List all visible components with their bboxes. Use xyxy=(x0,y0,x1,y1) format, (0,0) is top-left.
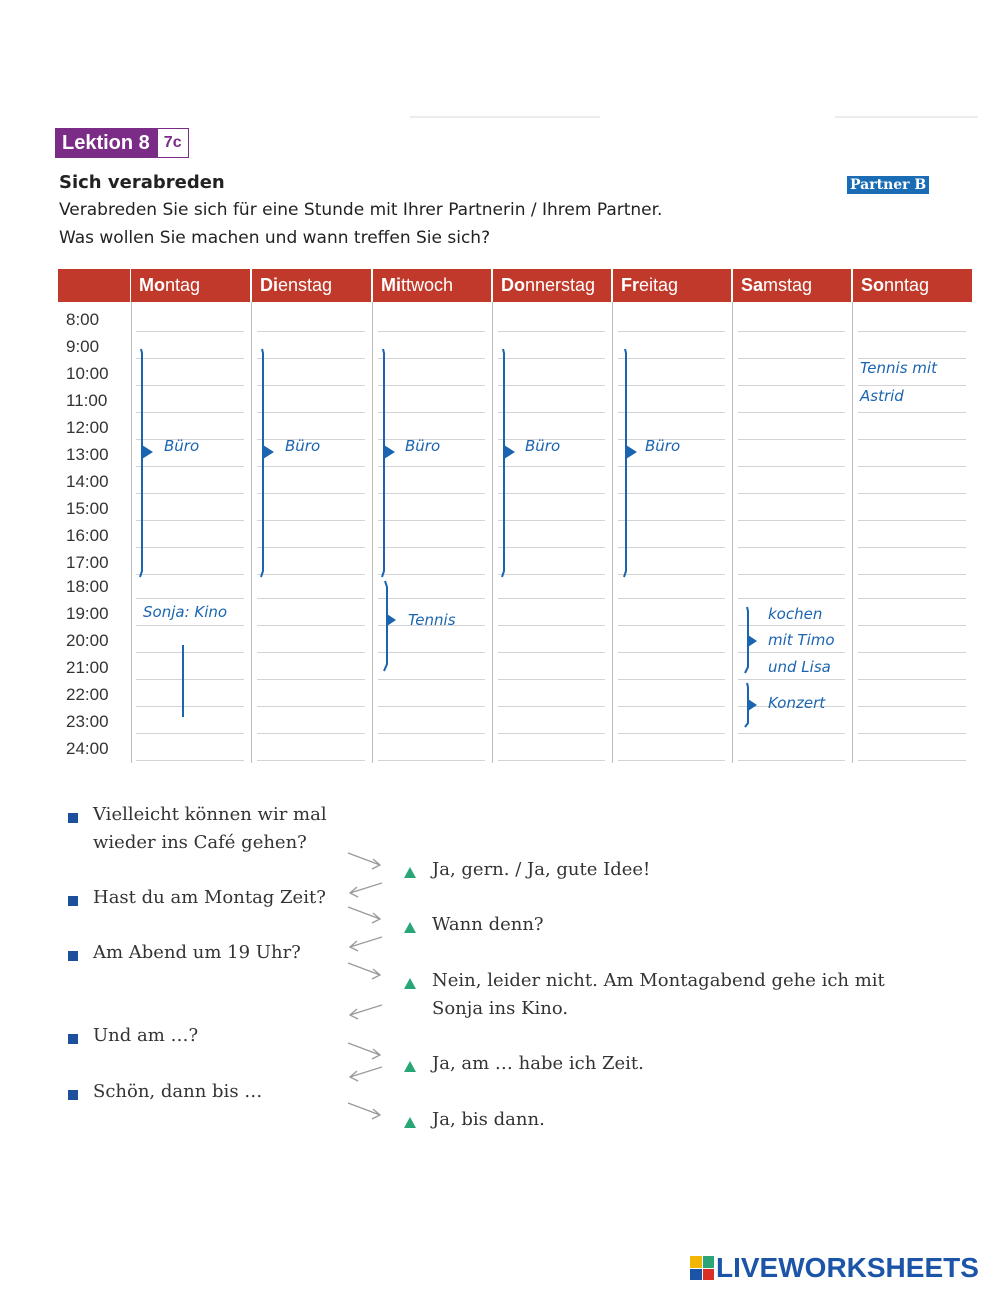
day-header-thursday: Donnerstag xyxy=(493,269,611,302)
dialogue-b-line: Nein, leider nicht. Am Montagabend gehe ich mit xyxy=(432,970,885,991)
instruction-line-1: Verabreden Sie sich für eine Stunde mit Ihrer Partnerin / Ihrem Partner. xyxy=(59,200,663,220)
time-label: 19:00 xyxy=(66,604,109,623)
time-label: 21:00 xyxy=(66,658,109,677)
entry-tennis: Tennis xyxy=(408,611,456,629)
day-header-wednesday: Mittwoch xyxy=(373,269,491,302)
time-label: 23:00 xyxy=(66,712,109,731)
partner-badge: Partner B xyxy=(847,176,929,194)
entry-buero-thursday: Büro xyxy=(525,437,561,455)
dialogue-b-line: Ja, gern. / Ja, gute Idee! xyxy=(432,859,651,880)
speaker-b-triangle-icon xyxy=(404,922,416,933)
dialogue-a-line: Am Abend um 19 Uhr? xyxy=(93,942,301,963)
lesson-code: 7c xyxy=(156,129,188,157)
liveworksheets-logo xyxy=(690,1252,979,1284)
speaker-b-triangle-icon xyxy=(404,1117,416,1128)
dialogue-arrows xyxy=(340,845,400,1135)
dialogue-a-line: Und am …? xyxy=(93,1025,199,1046)
time-label: 12:00 xyxy=(66,418,109,437)
entry-kochen: kochen xyxy=(768,605,823,623)
time-label: 14:00 xyxy=(66,472,109,491)
dialogue-a-line: Vielleicht können wir mal xyxy=(93,804,327,825)
time-label: 11:00 xyxy=(66,391,108,410)
time-label: 24:00 xyxy=(66,739,109,758)
top-rule xyxy=(410,116,600,118)
speaker-b-triangle-icon xyxy=(404,1061,416,1072)
dialogue-b-line: Ja, bis dann. xyxy=(432,1109,545,1130)
time-label: 8:00 xyxy=(66,310,100,329)
day-header-monday: Montag xyxy=(131,269,250,302)
handwritten-brackets xyxy=(58,269,972,763)
speaker-a-square-icon xyxy=(68,1090,78,1100)
entry-astrid: Astrid xyxy=(860,387,904,405)
lesson-badge xyxy=(55,128,189,158)
dialogue-a-line: Schön, dann bis … xyxy=(93,1081,263,1102)
top-rule xyxy=(835,116,978,118)
speaker-a-square-icon xyxy=(68,896,78,906)
dialogue-b-line: Wann denn? xyxy=(432,914,544,935)
dialogue-b-line: Sonja ins Kino. xyxy=(432,998,569,1019)
entry-buero-friday: Büro xyxy=(645,437,681,455)
time-label: 22:00 xyxy=(66,685,109,704)
logo-mark-icon xyxy=(690,1256,714,1280)
entry-buero-tuesday: Büro xyxy=(285,437,321,455)
logo-text: LIVEWORKSHEETS xyxy=(716,1252,979,1283)
entry-und-lisa: und Lisa xyxy=(768,658,831,676)
day-header-friday: Freitag xyxy=(613,269,731,302)
entry-sonja-kino: Sonja: Kino xyxy=(143,603,228,621)
speaker-a-square-icon xyxy=(68,813,78,823)
speaker-a-square-icon xyxy=(68,951,78,961)
day-header-tuesday: Dienstag xyxy=(252,269,371,302)
time-label: 9:00 xyxy=(66,337,100,356)
time-label: 20:00 xyxy=(66,631,109,650)
entry-konzert: Konzert xyxy=(768,694,826,712)
time-label: 13:00 xyxy=(66,445,109,464)
dialogue-a-line: wieder ins Café gehen? xyxy=(93,832,307,853)
entry-buero-wednesday: Büro xyxy=(405,437,441,455)
entry-buero-monday: Büro xyxy=(164,437,200,455)
dialogue-b-line: Ja, am … habe ich Zeit. xyxy=(432,1053,644,1074)
speaker-a-square-icon xyxy=(68,1034,78,1044)
page-title: Sich verabreden xyxy=(59,172,225,193)
dialogue-a-line: Hast du am Montag Zeit? xyxy=(93,887,326,908)
speaker-b-triangle-icon xyxy=(404,978,416,989)
time-label: 17:00 xyxy=(66,553,109,572)
time-label: 15:00 xyxy=(66,499,109,518)
time-label: 10:00 xyxy=(66,364,109,383)
entry-mit-timo: mit Timo xyxy=(768,631,835,649)
speaker-b-triangle-icon xyxy=(404,867,416,878)
entry-tennis-mit: Tennis mit xyxy=(860,359,937,377)
time-label: 18:00 xyxy=(66,577,109,596)
lesson-label: Lektion 8 xyxy=(56,129,156,157)
time-label: 16:00 xyxy=(66,526,109,545)
instruction-line-2: Was wollen Sie machen und wann treffen Sie sich? xyxy=(59,228,491,248)
day-header-saturday: Samstag xyxy=(733,269,851,302)
day-header-sunday: Sonntag xyxy=(853,269,972,302)
weekly-schedule xyxy=(58,269,972,763)
